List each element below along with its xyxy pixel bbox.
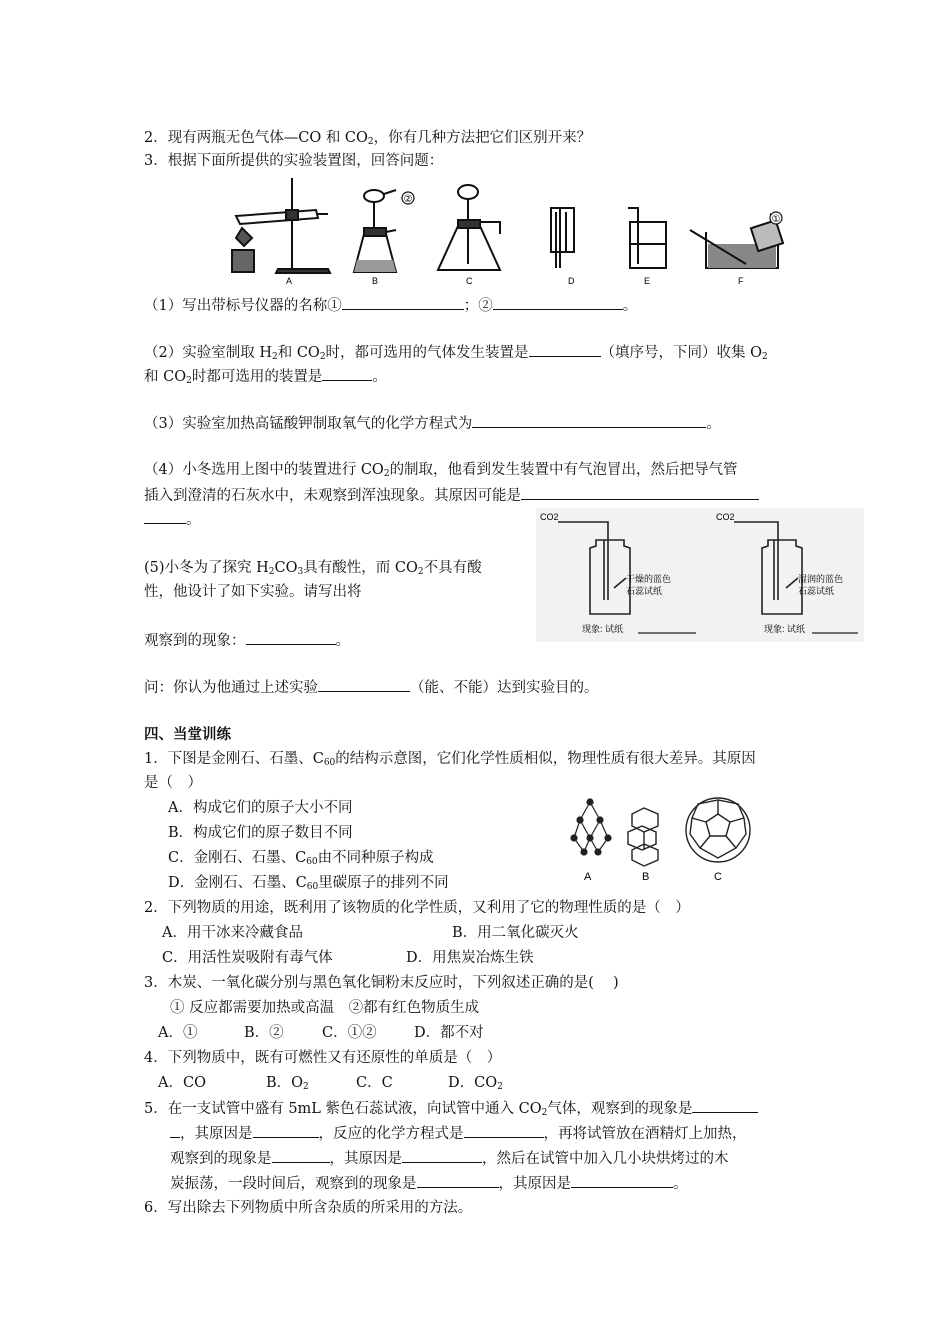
- exercise-5-cont-2: 观察到的现象是 ，其原因是 ，然后在试管中加入几小块烘烤过的木: [170, 1148, 729, 1169]
- diamond-structure: [571, 799, 611, 855]
- ex2-option-b[interactable]: B．用二氧化碳灭火: [452, 925, 579, 941]
- option-c[interactable]: C．金刚石、石墨、$C_{60}$由不同种原子构成: [168, 850, 434, 867]
- apparatus-d: [551, 208, 574, 268]
- ex2-option-a[interactable]: A．用干冰来冷藏食品: [162, 925, 303, 941]
- exercise-2: 2．下列物质的用途，既利用了该物质的化学性质，又利用了它的物理性质的是（ ）: [144, 900, 690, 916]
- bottle-1-gas: CO2: [540, 512, 559, 522]
- option-d[interactable]: D．金刚石、石墨、$C_{60}$里碳原子的排列不同: [168, 875, 449, 892]
- mark-2: ②: [403, 194, 413, 205]
- blank[interactable]: [464, 1123, 544, 1138]
- apparatus-b: [354, 190, 396, 272]
- exercise-4: 4．下列物质中，既有可燃性又有还原性的单质是（ ）: [144, 1050, 502, 1066]
- part-4-end: 。: [144, 509, 201, 530]
- blank[interactable]: [246, 630, 336, 645]
- blank[interactable]: [493, 295, 623, 310]
- exercise-3-statements: ① 反应都需要加热或高温 ②都有红色物质生成: [170, 1000, 480, 1016]
- ex4-option-b[interactable]: B．$O_2$: [266, 1075, 309, 1092]
- ex3-option-d[interactable]: D．都不对: [414, 1025, 484, 1041]
- part-5-obs: 观察到的现象： 。: [144, 630, 350, 651]
- bottle-2-observation: 现象: 试纸: [764, 624, 806, 634]
- part-5-question: 问：你认为他通过上述实验 （能、不能）达到实验目的。: [144, 677, 599, 698]
- blank[interactable]: [529, 342, 601, 357]
- label-c: C: [466, 276, 473, 286]
- part-2-cont: 和 $CO_2$时都可选用的装置是 。: [144, 366, 387, 391]
- section-4-title: 四、当堂训练: [144, 726, 231, 743]
- ex3-option-b[interactable]: B．②: [244, 1025, 284, 1041]
- part-4: （4）小冬选用上图中的装置进行 $CO_2$的制取，他看到发生装置中有气泡冒出，然后把导气管: [144, 462, 738, 479]
- exercise-1-cont: 是（ ）: [144, 775, 202, 791]
- exercise-5: 5．在一支试管中盛有 5mL 紫色石蕊试液，向试管中通入 $CO_2$气体，观察到的现象是: [144, 1098, 758, 1123]
- exercise-1: 1．下图是金刚石、石墨、$C_{60}$的结构示意图，它们化学性质相似，物理性质有很大差异。其原因: [144, 751, 756, 768]
- ex3-option-c[interactable]: C．①②: [322, 1025, 377, 1041]
- part-4-cont: 插入到澄清的石灰水中，未观察到浑浊现象。其原因可能是: [144, 485, 759, 506]
- apparatus-a: [232, 178, 330, 273]
- blank[interactable]: [521, 485, 759, 500]
- apparatus-figure: [226, 172, 802, 290]
- struct-label-c: C: [714, 871, 722, 883]
- ex4-option-a[interactable]: A．CO: [158, 1075, 206, 1091]
- question-3: 3．根据下面所提供的实验装置图，回答问题：: [144, 153, 444, 169]
- c60-structure: [686, 798, 750, 862]
- apparatus-e: [628, 208, 666, 268]
- blank[interactable]: [144, 509, 186, 524]
- part-3: （3）实验室加热高锰酸钾制取氧气的化学方程式为 。: [144, 413, 721, 434]
- ex4-option-c[interactable]: C．C: [356, 1075, 393, 1091]
- ex4-option-d[interactable]: D．$CO_2$: [448, 1075, 503, 1092]
- label-e: E: [644, 276, 651, 286]
- label-f: F: [738, 276, 744, 286]
- ex3-option-a[interactable]: A．①: [158, 1025, 198, 1041]
- blank[interactable]: [253, 1123, 319, 1138]
- ex2-option-d[interactable]: D．用焦炭冶炼生铁: [406, 950, 534, 966]
- graphite-structure: [628, 808, 658, 866]
- blank[interactable]: [472, 413, 706, 428]
- question-2: 2．现有两瓶无色气体—CO 和 $CO_2$，你有几种方法把它们区别开来？: [144, 130, 592, 147]
- blank[interactable]: [322, 366, 372, 381]
- label-d: D: [568, 276, 575, 286]
- label-b: B: [372, 276, 379, 286]
- apparatus-f: [690, 214, 783, 268]
- apparatus-c: [438, 185, 500, 270]
- blank[interactable]: [402, 1148, 482, 1163]
- ex2-option-c[interactable]: C．用活性炭吸附有毒气体: [162, 950, 333, 966]
- label-a: A: [286, 276, 293, 286]
- blank[interactable]: [692, 1098, 758, 1113]
- mark-1: ①: [771, 214, 781, 225]
- exercise-5-cont-3: 炭振荡，一段时间后，观察到的现象是 ，其原因是 。: [170, 1173, 688, 1194]
- blank[interactable]: [417, 1173, 499, 1188]
- bottle-2-paper: 湿润的蓝色: [798, 574, 844, 584]
- blank[interactable]: [342, 295, 464, 310]
- blank[interactable]: [571, 1173, 673, 1188]
- part-2: （2）实验室制取 $H_2$和 $CO_2$时，都可选用的气体发生装置是 （填序号，下同）收集 $O_2$: [144, 342, 768, 367]
- carbon-structures-figure: [566, 792, 756, 884]
- bottle-2-paper-2: 石蕊试纸: [798, 586, 835, 596]
- struct-label-a: A: [584, 871, 592, 883]
- exercise-3: 3．木炭、一氧化碳分别与黑色氧化铜粉末反应时，下列叙述正确的是( ): [144, 975, 619, 991]
- bottle-1-observation: 现象: 试纸: [582, 624, 624, 634]
- litmus-bottles-figure: [536, 508, 864, 642]
- exercise-6: 6．写出除去下列物质中所含杂质的所采用的方法。: [144, 1200, 473, 1216]
- blank[interactable]: [272, 1148, 330, 1163]
- part-1: （1）写出带标号仪器的名称① ；② 。: [144, 295, 637, 316]
- part-5-cont: 性，他设计了如下实验。请写出将: [144, 584, 362, 600]
- bottle-2-gas: CO2: [716, 512, 735, 522]
- bottle-1-paper: 干燥的蓝色: [626, 574, 672, 584]
- blank[interactable]: [318, 677, 410, 692]
- bottle-1-paper-2: 石蕊试纸: [626, 586, 663, 596]
- part-5: (5)小冬为了探究 $H_2CO_3$具有酸性，而 $CO_2$不具有酸: [144, 560, 482, 577]
- exercise-5-cont-1: ，其原因是 ，反应的化学方程式是 ，再将试管放在酒精灯上加热，: [170, 1123, 747, 1144]
- blank[interactable]: [170, 1123, 180, 1138]
- option-a[interactable]: A．构成它们的原子大小不同: [168, 800, 353, 816]
- option-b[interactable]: B．构成它们的原子数目不同: [168, 825, 353, 841]
- struct-label-b: B: [642, 871, 650, 883]
